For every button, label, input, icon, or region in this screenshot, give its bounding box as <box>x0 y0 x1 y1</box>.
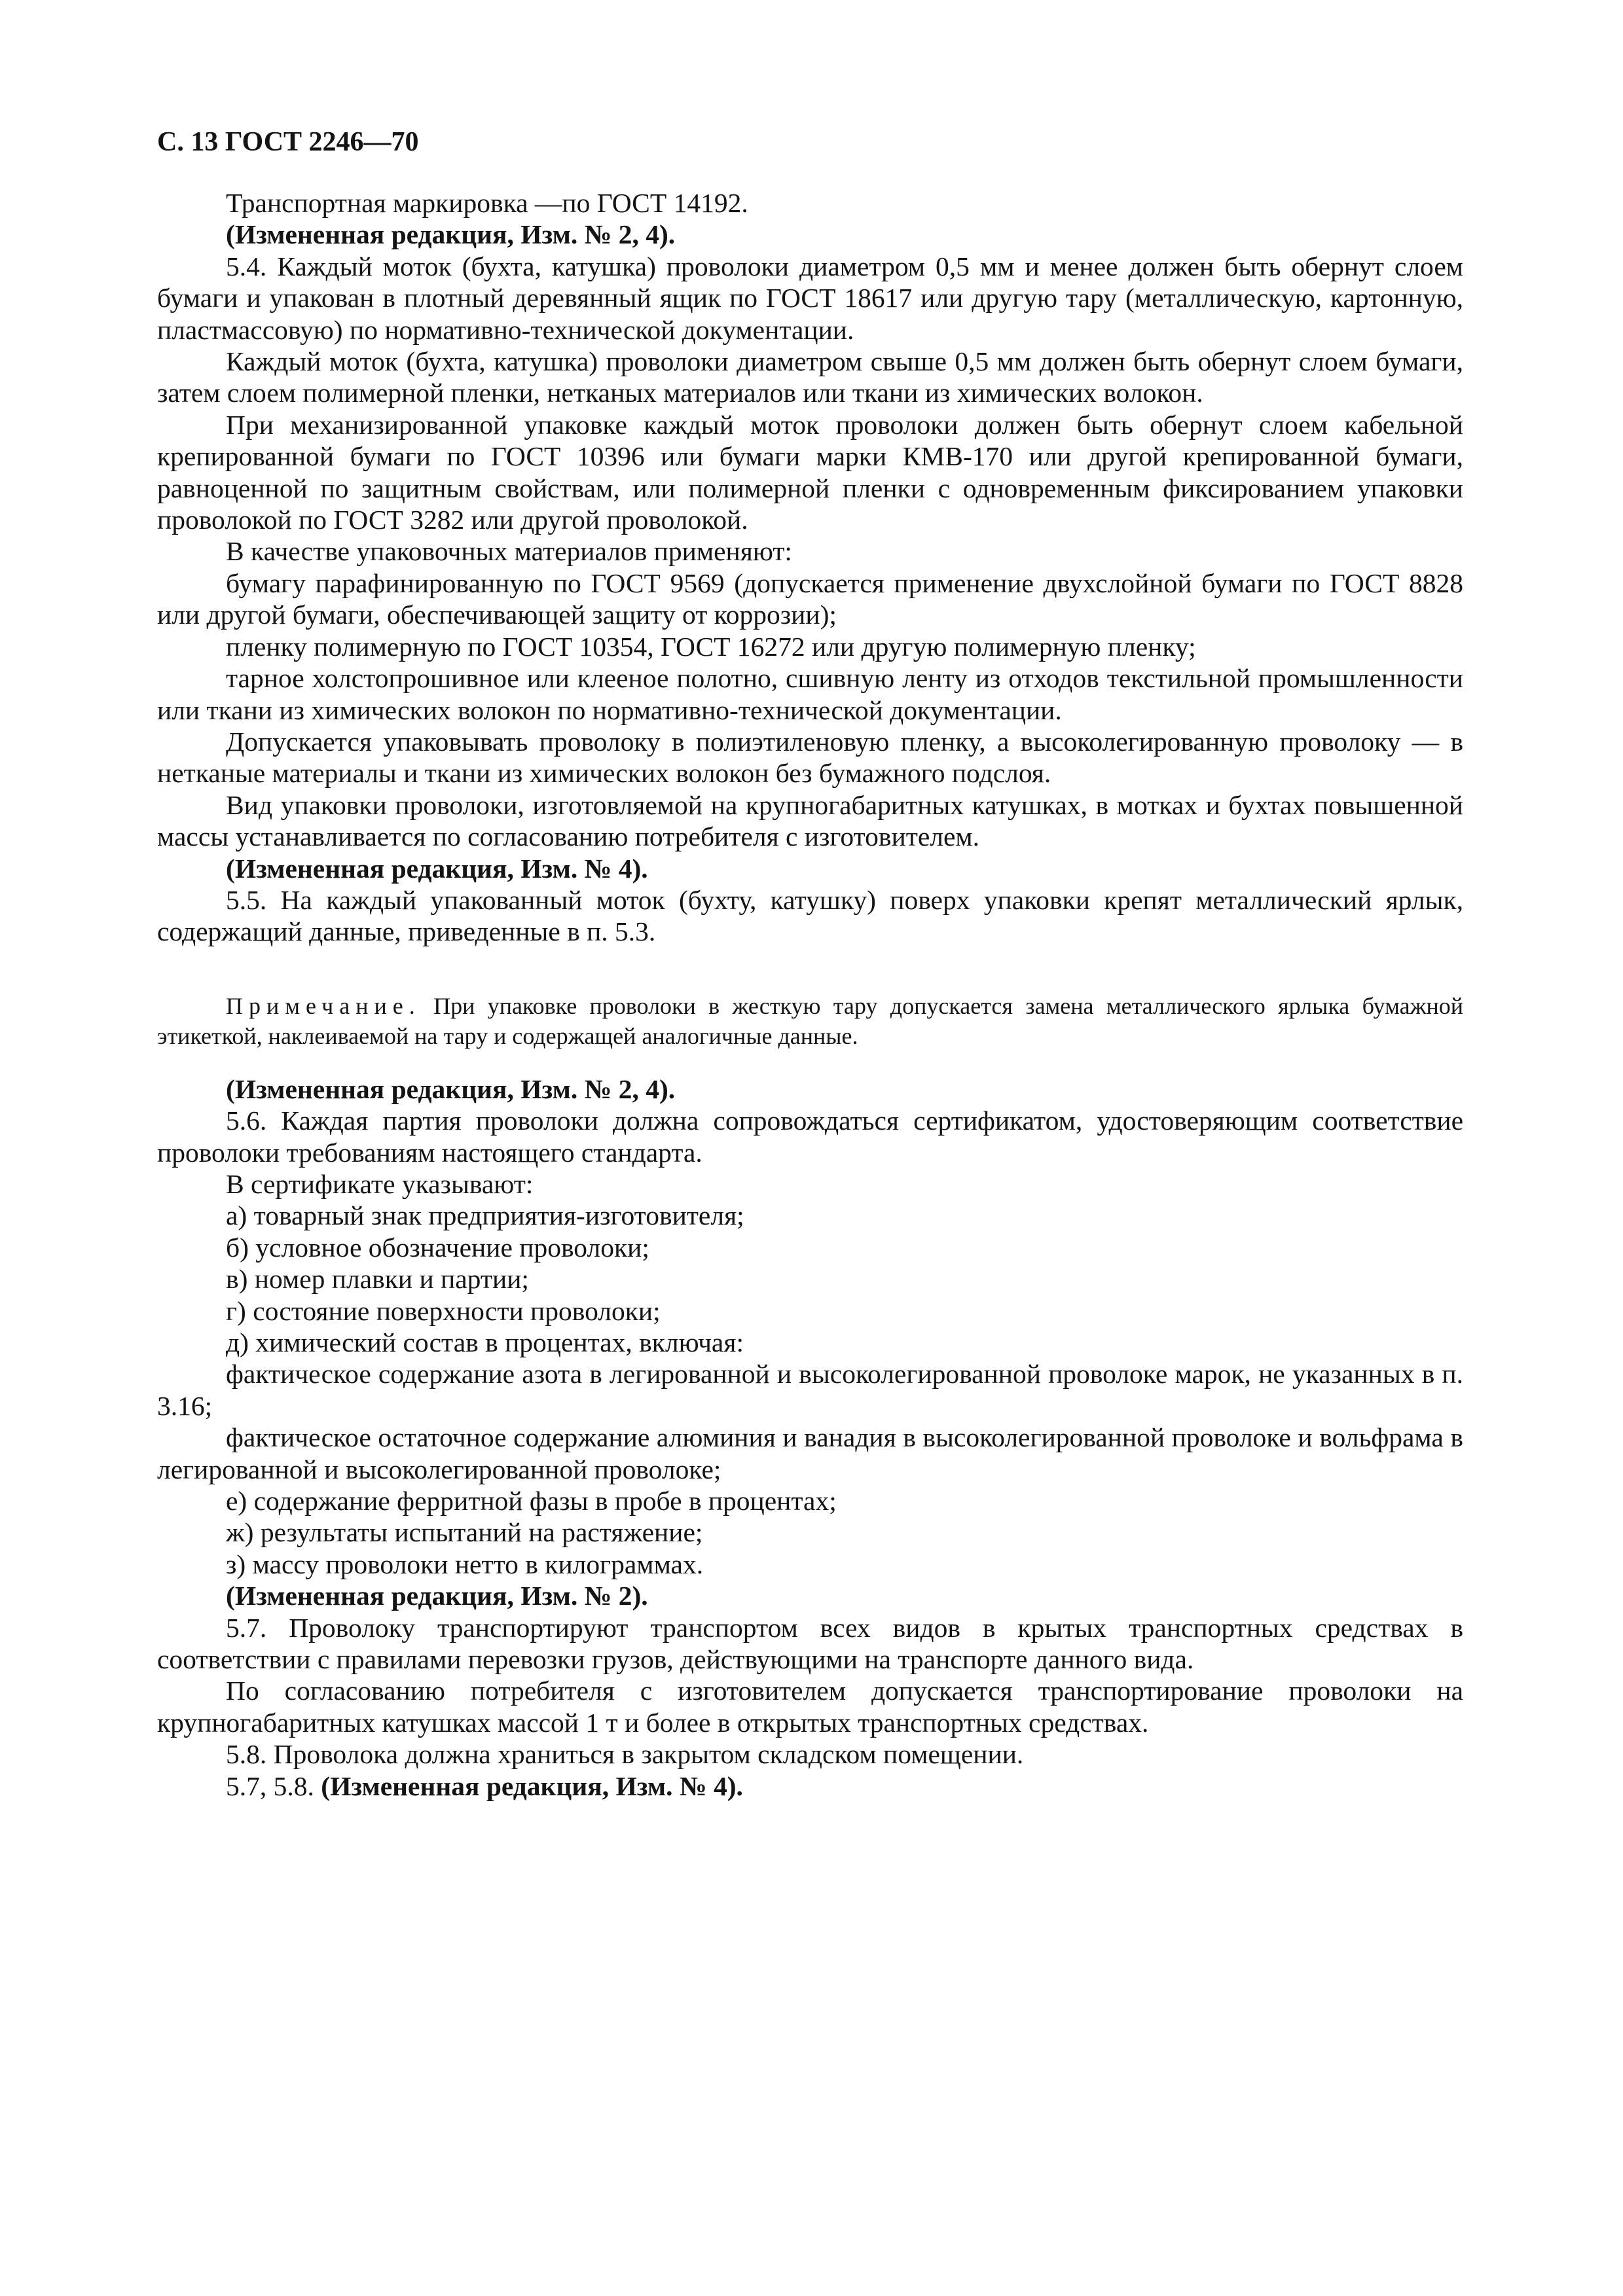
revision-note: (Измененная редакция, Изм. № 4). <box>226 853 648 884</box>
list-item: е) содержание ферритной фазы в пробе в процентах; <box>226 1486 837 1516</box>
list-item: б) условное обозначение проволоки; <box>226 1232 649 1263</box>
paragraph: В качестве упаковочных материалов применяют: <box>226 536 792 567</box>
sub-item: фактическое остаточное содержание алюминия и ванадия в высоколегированной проволоке и вольфрама в легированной и высоколегированной проволоке; <box>157 1422 1463 1484</box>
revision-note: (Измененная редакция, Изм. № 2, 4). <box>226 1073 676 1104</box>
list-item: в) номер плавки и партии; <box>226 1264 529 1295</box>
note <box>157 991 1463 1051</box>
sub-item: фактическое содержание азота в легированной и высоколегированной проволоке марок, не указанных в п. 3.16; <box>157 1359 1463 1421</box>
list-item: пленку полимерную по ГОСТ 10354, ГОСТ 16272 или другую полимерную пленку; <box>226 631 1196 662</box>
list-item: а) товарный знак предприятия-изготовителя; <box>226 1200 744 1231</box>
clause-5-5: 5.5. На каждый упакованный моток (бухту, катушку) поверх упаковки крепят металлический ярлык, содержащий данные, приведенные в п. 5.3. <box>157 884 1463 947</box>
paragraph: Допускается упаковывать проволоку в полиэтиленовую пленку, а высоколегированную проволоку — в нетканые материалы и ткани из химических волокон без бумажного подслоя. <box>157 726 1463 789</box>
note-text: При упаковке проволоки в жесткую тару допускается замена металлического ярлыка бумажной этикеткой, наклеиваемой на тару и содержащей аналогичные данные. <box>157 992 1463 1049</box>
list-item: бумагу парафинированную по ГОСТ 9569 (допускается применение двухслойной бумаги по ГОСТ 8828 или другой бумаги, обеспечивающей защиту от коррозии); <box>157 567 1463 630</box>
clause-refs: 5.7, 5.8. <box>226 1770 321 1801</box>
note-label: Примечание. <box>226 992 421 1019</box>
paragraph-marking: Транспортная маркировка —по ГОСТ 14192. <box>226 188 748 218</box>
list-item: з) массу проволоки нетто в килограммах. <box>226 1549 704 1579</box>
list-item: ж) результаты испытаний на растяжение; <box>226 1517 703 1548</box>
list-item: г) состояние поверхности проволоки; <box>226 1295 661 1326</box>
paragraph: По согласованию потребителя с изготовителем допускается транспортирование проволоки на крупногабаритных катушках массой 1 т и более в открытых транспортных средствах. <box>157 1676 1463 1738</box>
list-item: тарное холстопрошивное или клееное полотно, сшивную ленту из отходов текстильной промышленности или ткани из химических волокон по нормативно-технической документации. <box>157 663 1463 725</box>
revision-note-combined <box>157 1770 1463 1802</box>
clause-5-7: 5.7. Проволоку транспортируют транспортом всех видов в крытых транспортных средствах в соответствии с правилами перевозки грузов, действующими на транспорте данного вида. <box>157 1612 1463 1675</box>
document-body <box>157 187 1463 1802</box>
clause-5-6: 5.6. Каждая партия проволоки должна сопровождаться сертификатом, удостоверяющим соответствие проволоки требованиям настоящего стандарта. <box>157 1105 1463 1168</box>
paragraph: Каждый моток (бухта, катушка) проволоки диаметром свыше 0,5 мм должен быть обернут слоем бумаги, затем слоем полимерной пленки, нетканых материалов или ткани из химических волокон. <box>157 346 1463 408</box>
paragraph: Вид упаковки проволоки, изготовляемой на крупногабаритных катушках, в мотках и бухтах повышенной массы устанавливается по согласованию потребителя с изготовителем. <box>157 789 1463 852</box>
paragraph: При механизированной упаковке каждый моток проволоки должен быть обернут слоем кабельной крепированной бумаги по ГОСТ 10396 или бумаги марки КМВ-170 или другой крепированной бумаги, равноценной по защитным свойствам, или полимерной пленки с одновременным фиксированием упаковки проволокой по ГОСТ 3282 или другой проволокой. <box>157 409 1463 535</box>
list-item: д) химический состав в процентах, включая: <box>226 1327 744 1357</box>
clause-5-4: 5.4. Каждый моток (бухта, катушка) проволоки диаметром 0,5 мм и менее должен быть обернут слоем бумаги и упакован в плотный деревянный ящик по ГОСТ 18617 или другую тару (металлическую, картонную, пластмассовую) по нормативно-технической документации. <box>157 251 1463 345</box>
revision-note: (Измененная редакция, Изм. № 4). <box>321 1770 743 1801</box>
clause-5-8: 5.8. Проволока должна храниться в закрытом складском помещении. <box>226 1739 1024 1770</box>
revision-note: (Измененная редакция, Изм. № 2). <box>226 1581 648 1611</box>
page-header: С. 13 ГОСТ 2246—70 <box>157 127 419 157</box>
revision-note: (Измененная редакция, Изм. № 2, 4). <box>226 219 676 250</box>
paragraph: В сертификате указывают: <box>226 1168 534 1199</box>
